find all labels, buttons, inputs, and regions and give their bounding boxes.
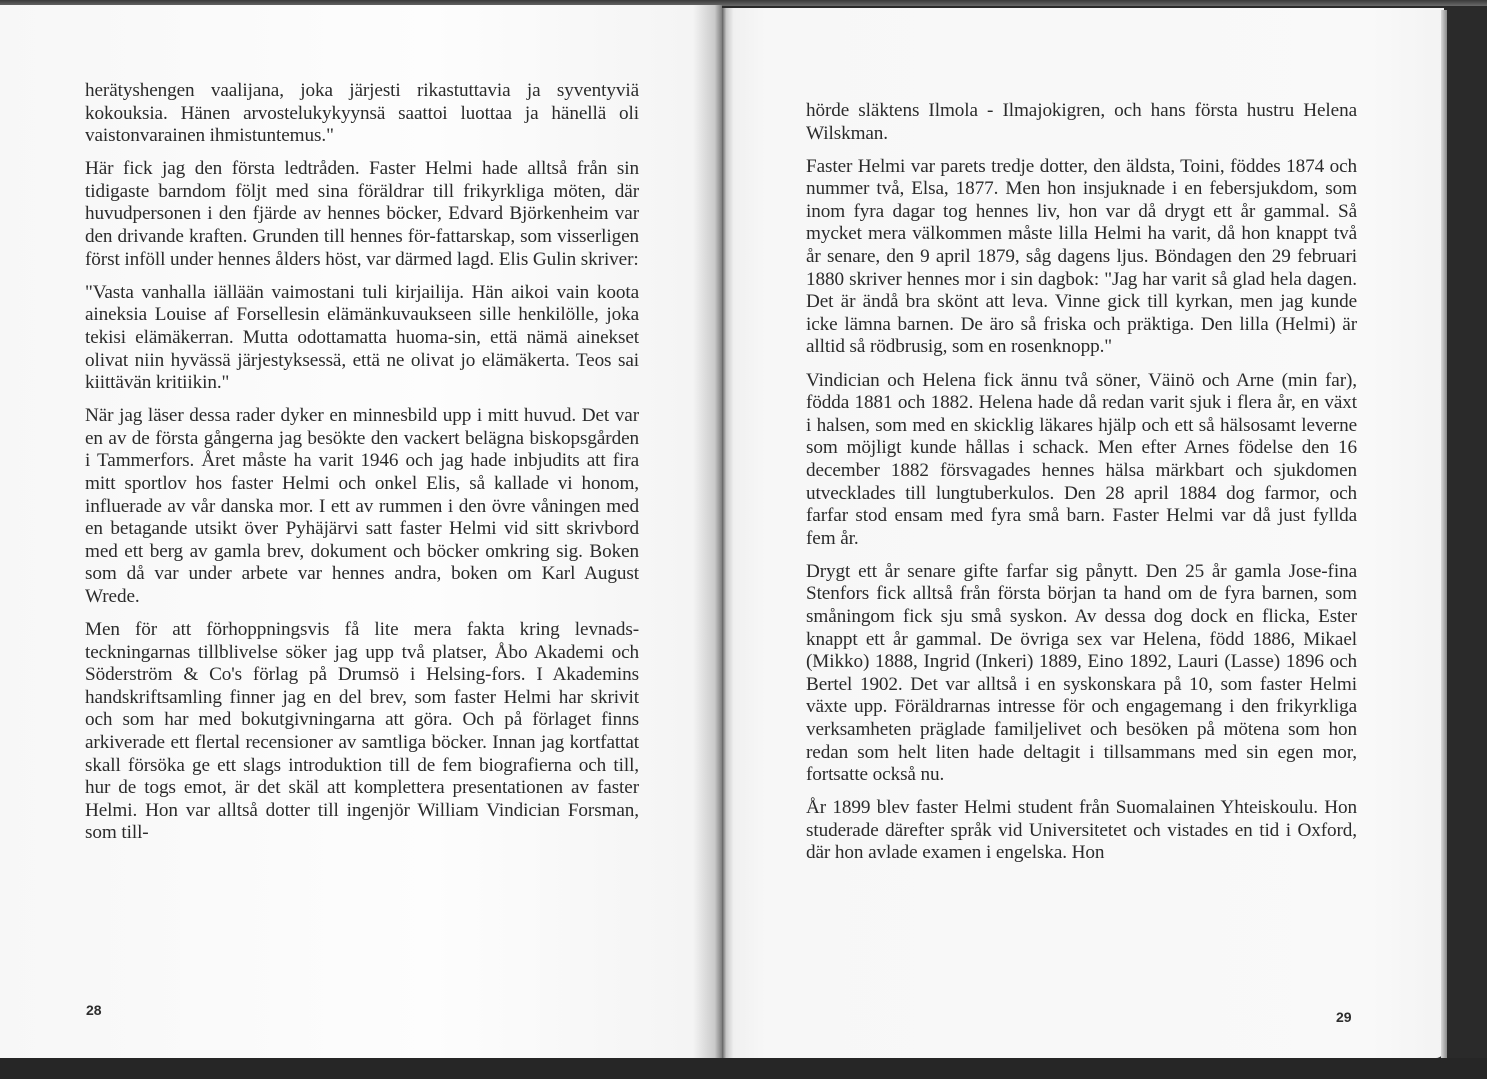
paragraph: Men för att förhoppningsvis få lite mera fakta kring levnads-teckningarnas tillblivelse söker jag upp två platser, Åbo Akademi och Söderström & Co's förlag på Drumsö i Helsing-fors. I Akademins handskriftsamling finner jag en del brev, som faster Helmi har skrivit och som har med bokutgivningarna att göra. Och på förlaget finns arkiverade ett flertal recensioner av samtliga böcker. Innan jag kortfattat skall försöka ge ett slags introduktion till de fem biografierna och till, hur de togs emot, är det skäl att komplettera presentationen av faster Helmi. Hon var alltså dotter till ingenjör William Vindician Forsman, som till- bbox=[85, 619, 639, 844]
paragraph: herätyshengen vaalijana, joka järjesti rikastuttavia ja syventyviä kokouksia. Hänen arvostelukykyynsä saattoi luottaa ja hänellä oli vaistonvarainen ihmistuntemus." bbox=[85, 80, 639, 147]
paragraph: Drygt ett år senare gifte farfar sig pånytt. Den 25 år gamla Jose-fina Stenfors fick alltså från första början ta hand om de fyra barnen, som småningom fick sju små syskon. Av dessa dog dock en flicka, Ester knappt ett år gammal. De övriga sex var Helena, född 1886, Mikael (Mikko) 1888, Ingrid (Inkeri) 1889, Eino 1892, Lauri (Lasse) 1896 och Bertel 1902. Det var alltså i en syskonskara på 10, som faster Helmi växte upp. Föräldrarnas intresse för och engagemang i den frikyrkliga verksamheten präglade familjelivet och besöken på mötena som hon redan som helt liten hade deltagit i tillsammans med sin egen mor, fortsatte också nu. bbox=[806, 560, 1357, 786]
paragraph: När jag läser dessa rader dyker en minnesbild upp i mitt huvud. Det var en av de första gångerna jag besökte den vackert belägna biskopsgården i Tammerfors. Året måste ha varit 1946 och jag hade inbjudits att fira mitt sportlov hos faster Helmi och onkel Elis, så kallade vi honom, influerade av vår danska mor. I ett av rummen i den övre våningen med en betagande utsikt över Pyhäjärvi satt faster Helmi vid sitt skrivbord med ett berg av gamla brev, dokument och böcker omkring sig. Boken som då var under arbete var hennes andra, boken om Karl August Wrede. bbox=[85, 405, 639, 607]
page-number-right: 29 bbox=[1336, 1009, 1352, 1025]
paragraph: År 1899 blev faster Helmi student från Suomalainen Yhteiskoulu. Hon studerade därefter språk vid Universitetet och vistades en tid i Oxford, där hon avlade examen i engelska. Hon bbox=[806, 797, 1357, 864]
left-page-text bbox=[85, 80, 639, 856]
paragraph: hörde släktens Ilmola - Ilmajokigren, och hans första hustru Helena Wilskman. bbox=[806, 100, 1357, 144]
paragraph: Vindician och Helena fick ännu två söner, Väinö och Arne (min far), födda 1881 och 1882. Helena hade då redan varit sjuk i flera år, en växt i halsen, som med en skicklig läkares hjälp och ett så hälsosamt leverne som möjligt kunde hållas i schack. Men efter Arnes födelse den 16 december 1882 försvagades hennes hälsa märkbart och sjukdomen utvecklades till lungtuberkulos. Den 28 april 1884 dog farmor, och farfar stod ensam med fyra små barn. Faster Helmi var då just fyllda fem år. bbox=[806, 369, 1357, 549]
scan-background-bottom bbox=[0, 1058, 1487, 1079]
page-number-left: 28 bbox=[86, 1002, 102, 1018]
page-edge bbox=[1441, 10, 1447, 1068]
right-page-text bbox=[806, 100, 1357, 876]
paragraph: Faster Helmi var parets tredje dotter, den äldsta, Toini, föddes 1874 och nummer två, Elsa, 1877. Men hon insjuknade i en febersjukdom, som inom fyra dagar tog hennes liv, hon var då drygt ett år gammal. Så mycket mera välkommen måste lilla Helmi ha varit, då hon knappt två år senare, den 9 april 1879, såg dagens ljus. Böndagen den 29 februari 1880 skriver hennes mor i sin dagbok: "Jag har varit så glad hela dagen. Det är ändå bra skönt att leva. Vinne gick till kyrkan, men jag kunde icke lämna barnen. De äro så friska och präktiga. Den lilla (Helmi) är alltid så rödbrusig, som en rosenknopp." bbox=[806, 155, 1357, 358]
paragraph: "Vasta vanhalla iällään vaimostani tuli kirjailija. Hän aikoi vain koota aineksia Louise af Forsellesin elämänkuvaukseen sille henkilölle, joka tekisi elämäkerran. Mutta odottamatta huoma-sin, että nämä ainekset olivat niin hyvässä järjestyksessä, että ne olivat jo elämäkerta. Teos sai kiittävän kritiikin." bbox=[85, 281, 639, 394]
paragraph: Här fick jag den första ledtråden. Faster Helmi hade alltså från sin tidigaste barndom följt med sina föräldrar till frikyrkliga möten, där huvudpersonen i den fjärde av hennes böcker, Edvard Björkenheim var den drivande kraften. Grunden till hennes för-fattarskap, som visserligen först inföll under hennes ålders höst, var därmed lagd. Elis Gulin skriver: bbox=[85, 158, 639, 270]
